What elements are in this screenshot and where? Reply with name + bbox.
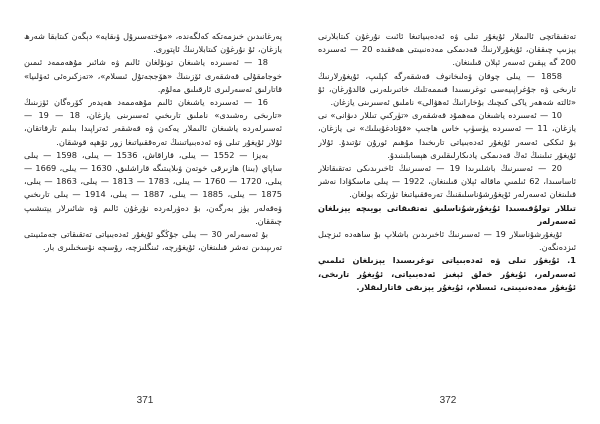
right-page (318, 30, 576, 370)
left-paragraph: پەرغانىدىن خىزمەتكە كەلگەندە، «مۇختەسىرۇل ۋىقايە» دېگەن كىتابقا شەرھ يازغان، ئۇ نۇرغۇن كىتابلارنىڭ ئاپتورى. (24, 31, 282, 55)
right-paragraph: 10 — ئەسىردە ياشىغان مەھمۇد قەشقەرى «تۈركىي تىللار دىۋانى» نى يازغان، 11 — ئەسىردە يۈسۈپ خاس ھاجىپ «قۇتادغۇبىلىك» نى يازغان، بۇ ئىككى ئەسەر ئۇيغۇر ئەدەبىياتى تارىخىدا مۇھىم ئورۇن تۇتىدۇ. ئۇلار ئۇيغۇر تىلىنىڭ ئەڭ قەدىمكى يادىكارلىقلىرى ھېسابلىنىدۇ. (318, 110, 576, 160)
right-paragraph: تەتقىقاتچى ئالىملار ئۇيغۇر تىلى ۋە ئەدەبىياتىغا ئائىت نۇرغۇن كىتابلارنى يېزىپ چىققان، ئۇيغۇرلارنىڭ قەدىمكى مەدەنىيىتى ھەققىدە 20 — ئەسىردە 200 گە يېقىن ئەسەر ئېلان قىلىنغان. (318, 31, 576, 68)
right-paragraph: ئۇيغۇرشۇناسلار 19 — ئەسىرنىڭ ئاخىرىدىن باشلاپ بۇ ساھەدە ئىزچىل ئىزدەنگەن. (318, 229, 576, 253)
left-paragraph: بەيزا — 1552 — يىلى، قاراقاش، 1536 — يىلى، 1598 — يىلى ساپاي (بىنا) ھازىرقى خوتەن ۋىلايىتىگە قاراشلىق، 1630 — يىلى، 1669 — يىلى، 1720 — 1760 — يىلى، 1783 — 1813 — يىلى، 1863 — يىلى، 1875 — يىلى، 1885 — يىلى، 1887 — يىلى، 1914 — يىلى تارىخىي ۋەقەلەر يۈز بەرگەن، بۇ دەۋرلەردە نۇرغۇن ئالىم ۋە شائىرلار يېتىشىپ چىققان. (24, 149, 282, 226)
right-paragraph: 20 — ئەسىرنىڭ باشلىرىدا 19 — ئەسىرنىڭ ئاخىرىدىكى تەتقىقاتلار ئاساسىدا، 62 ئىلمىي ماقالە ئېلان قىلىنغان، 1922 — يىلى ماسكۋادا نەشر قىلىنغان ئەسەرلەر ئۇيغۇرشۇناسلىقنىڭ تەرەققىياتىغا تۈرتكە بولغان. (318, 163, 576, 200)
right-paragraph: 1. ئۇيغۇر تىلى ۋە ئەدەبىياتى توغرىسىدا يېزىلغان ئىلمىي ئەسەرلەر، ئۇيغۇر خەلق ئېغىز ئەدەبىياتى، ئۇيغۇر تارىخى، ئۇيغۇر مەدەنىيىتى، ئىسلام، ئۇيغۇر يېزىقى قاتارلىقلار. (318, 255, 576, 292)
left-paragraph: 18 — ئەسىردە ياشىغان تونۇلغان ئالىم ۋە شائىر مۇھەممەد ئىمىن خوجامقۇلى قەشقەرى ئۆزىنىڭ «ھۆججەتۇل ئىسلام»، «تەزكىرەئى ئەۋلىيا» قاتارلىق ئەسەرلىرى ئارقىلىق مەلۇم. (24, 57, 282, 94)
left-paragraph: 16 — ئەسىردە ياشىغان ئالىم مۇھەممەد ھەيدەر كۆرەگان ئۆزىنىڭ «تارىخى رەشىدى» ناملىق تارىخىي ئەسىرىنى يازغان، 18 — 19 — ئەسىرلەردە ياشىغان ئالىملار يەكەن ۋە قەشقەر ئەتراپىدا بىلىم تارقاتقان، ئۇلار ئۇيغۇر تىلى ۋە ئەدەبىياتىنىڭ تەرەققىياتىغا زور تۆھپە قوشقان. (24, 97, 282, 147)
left-page (24, 30, 282, 370)
left-page-number: 371 (136, 395, 154, 406)
right-paragraph: 1858 — يىلى چوقان ۋەلىخانوف قەشقەرگە كېلىپ، ئۇيغۇرلارنىڭ تارىخى ۋە جۇغراپىيەسى توغرىسىدا قىممەتلىك خاتىرىلەرنى قالدۇرغان، ئۇ «ئالتە شەھەر ياكى كىچىك بۇخارانىڭ ئەھۋالى» ناملىق ئەسىرىنى يازغان. (318, 70, 576, 108)
right-paragraph: تىللار تولۇقىسىدا ئۇيغۇرشۇناسلىق تەتقىقاتى بويىچە يېزىلغان ئەسەرلەر (318, 202, 576, 226)
right-page-number: 372 (439, 395, 457, 406)
left-paragraph: بۇ ئەسەرلەر 30 — يىلى جۇڭگو ئۇيغۇر ئەدەبىياتى تەتقىقاتى جەمئىيىتى تەرىپىدىن نەشر قىلىنغان، ئۇيغۇرچە، ئىنگلىزچە، رۇسچە نۇسخىلىرى بار. (24, 229, 282, 253)
